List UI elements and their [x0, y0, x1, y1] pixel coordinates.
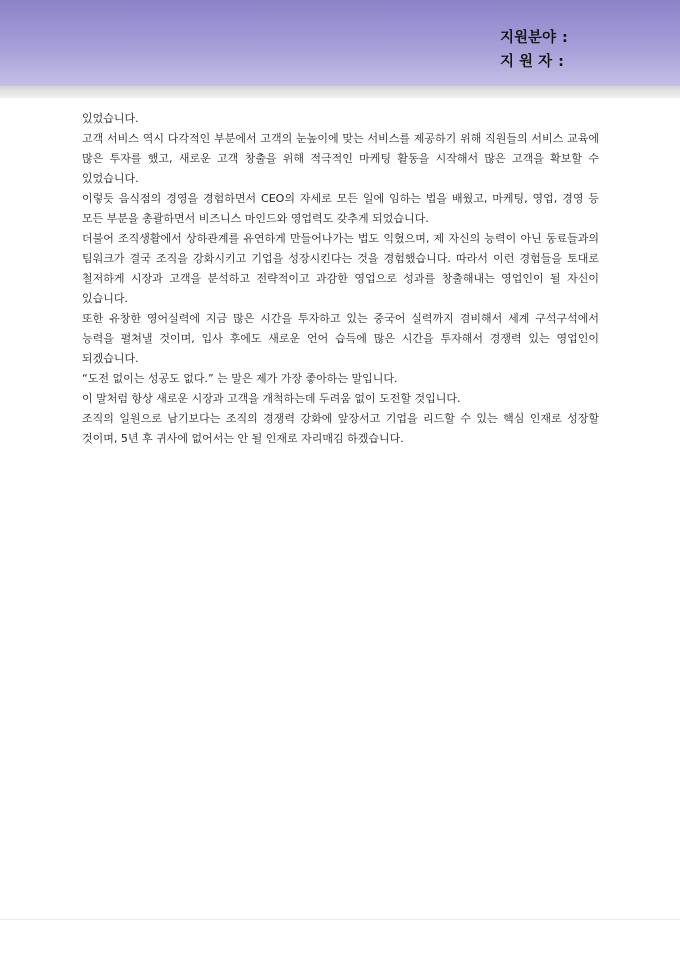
body-paragraph: 이 말처럼 항상 새로운 시장과 고객을 개척하는데 두려움 없이 도전할 것입니다. — [82, 392, 461, 405]
body-paragraph: 더불어 조직생활에서 상하관계를 유연하게 만들어나가는 법도 익혔으며, 제 자신의 능력이 아닌 동료들과의 팀워크가 결국 조직을 강화시키고 기업을 성장시킨다는 것을 경험했습니다. 따라서 이런 경험들을 토대로 철저하게 시장과 고객을 분석하고 전략적이고 과감한 영업으로 성과를 창출해내는 영업인이 될 자신이 있습니다. — [82, 232, 599, 305]
field-of-application-row — [500, 26, 572, 50]
body-paragraph: 이렇듯 음식점의 경영을 경험하면서 CEO의 자세로 모든 일에 임하는 법을 배웠고, 마케팅, 영업, 경영 등 모든 부분을 총괄하면서 비즈니스 마인드와 영업력도 갖추게 되었습니다. — [82, 192, 599, 225]
field-of-application-colon: : — [562, 30, 568, 46]
applicant-label: 지 원 자 — [500, 54, 553, 70]
cover-letter-body — [82, 109, 599, 449]
footer-divider — [0, 919, 680, 920]
applicant-colon: : — [558, 54, 564, 70]
body-paragraph: 또한 유창한 영어실력에 지금 많은 시간을 투자하고 있는 중국어 실력까지 겸비해서 세계 구석구석에서 능력을 펼쳐낼 것이며, 입사 후에도 새로운 언어 습득에 많은 시간을 투자해서 경쟁력 있는 영업인이 되겠습니다. — [82, 312, 599, 365]
field-of-application-label: 지원분야 — [500, 30, 557, 46]
header-divider — [0, 86, 680, 98]
body-paragraph: 조직의 일원으로 남기보다는 조직의 경쟁력 강화에 앞장서고 기업을 리드할 수 있는 핵심 인재로 성장할 것이며, 5년 후 귀사에 없어서는 안 될 인재로 자리매김 하겠습니다. — [82, 412, 599, 445]
applicant-info — [500, 26, 572, 74]
body-paragraph: 고객 서비스 역시 다각적인 부분에서 고객의 눈높이에 맞는 서비스를 제공하기 위해 직원들의 서비스 교육에 많은 투자를 했고, 새로운 고객 창출을 위해 적극적인 마케팅 활동을 시작해서 많은 고객을 확보할 수 있었습니다. — [82, 132, 599, 185]
body-paragraph: 있었습니다. — [82, 112, 139, 125]
header-band — [0, 0, 680, 86]
applicant-row — [500, 50, 572, 74]
quote-paragraph: “도전 없이는 성공도 없다.” 는 말은 제가 가장 좋아하는 말입니다. — [82, 372, 398, 385]
